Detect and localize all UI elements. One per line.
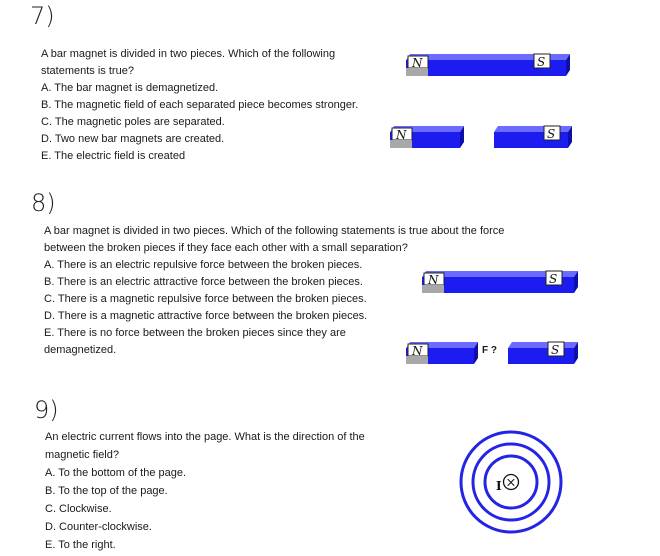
into-page-symbol: × — [505, 475, 517, 491]
q8-option-a[interactable]: A. There is an electric repulsive force between the broken pieces. — [44, 259, 363, 271]
south-label: S — [549, 272, 558, 286]
q8-option-d[interactable]: D. There is a magnetic attractive force between the broken pieces. — [44, 310, 368, 322]
q8-option-b[interactable]: B. There is an electric attractive force between the broken pieces. — [44, 276, 363, 288]
q7-number: 7) — [30, 2, 55, 30]
magnet-top-face — [508, 342, 578, 348]
q7-stem-line-1: A bar magnet is divided in two pieces. Which of the following — [41, 48, 336, 60]
q7-text — [41, 46, 358, 165]
q7-option-a[interactable]: A. The bar magnet is demagnetized. — [41, 82, 219, 94]
north-label: N — [396, 128, 407, 142]
q7-option-b[interactable]: B. The magnetic field of each separated piece becomes stronger. — [41, 99, 359, 111]
north-label: N — [428, 273, 439, 287]
q7-stem-line-2: statements is true? — [41, 65, 134, 77]
q9-option-d[interactable]: D. Counter-clockwise. — [45, 521, 152, 533]
q8-number: 8) — [31, 189, 56, 217]
q7-option-c[interactable]: C. The magnetic poles are separated. — [41, 116, 225, 128]
q8-whole-magnet — [420, 267, 578, 295]
q8-option-e-cont[interactable]: demagnetized. — [44, 344, 117, 356]
q8-option-c[interactable]: C. There is a magnetic repulsive force between the broken pieces. — [44, 293, 367, 305]
current-label: I — [496, 479, 502, 493]
q8-stem-line-2: between the broken pieces if they face each other with a small separation? — [44, 242, 408, 254]
q9-option-e[interactable]: E. To the right. — [45, 539, 116, 551]
north-label: N — [412, 56, 423, 70]
south-label: S — [551, 343, 560, 357]
q8-broken-piece-left — [404, 338, 480, 366]
q7-option-e[interactable]: E. The electric field is created — [41, 150, 186, 162]
force-question-label: F ? — [482, 345, 497, 356]
q8-stem-line-1: A bar magnet is divided in two pieces. Which of the following statements is true about the force — [44, 225, 505, 237]
q9-option-c[interactable]: C. Clockwise. — [45, 503, 112, 515]
q7-broken-piece-left — [388, 122, 466, 150]
q9-text — [45, 428, 365, 554]
q9-option-a[interactable]: A. To the bottom of the page. — [45, 467, 187, 479]
north-label: N — [412, 344, 423, 358]
q9-stem-line-2: magnetic field? — [45, 449, 119, 461]
q7-broken-piece-right — [492, 122, 574, 150]
q9-field-diagram — [456, 428, 566, 538]
south-label: S — [547, 127, 556, 141]
q9-number: 9) — [34, 396, 59, 424]
q7-option-d[interactable]: D. Two new bar magnets are created. — [41, 133, 225, 145]
south-label: S — [537, 55, 546, 69]
q9-option-b[interactable]: B. To the top of the page. — [45, 485, 168, 497]
q7-whole-magnet — [404, 50, 570, 78]
q9-stem-line-1: An electric current flows into the page. What is the direction of the — [45, 431, 365, 443]
q8-option-e[interactable]: E. There is no force between the broken pieces since they are — [44, 327, 346, 339]
q8-broken-piece-right — [506, 338, 580, 366]
